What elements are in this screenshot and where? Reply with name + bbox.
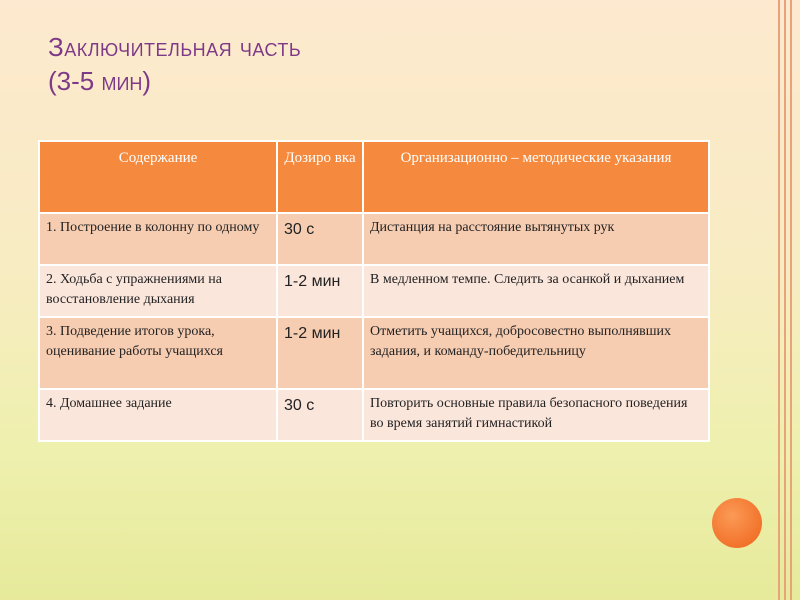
orange-circle-icon bbox=[712, 498, 762, 548]
lesson-table bbox=[38, 140, 710, 442]
right-border-stripe bbox=[784, 0, 786, 600]
header-content: Содержание bbox=[39, 141, 277, 213]
cell-dosage: 1-2 мин bbox=[277, 265, 363, 317]
cell-instructions: Дистанция на расстояние вытянутых рук bbox=[363, 213, 709, 265]
cell-dosage: 30 с bbox=[277, 213, 363, 265]
cell-instructions: Повторить основные правила безопасного поведения во время занятий гимнастикой bbox=[363, 389, 709, 441]
cell-instructions: Отметить учащихся, добросовестно выполнявших задания, и команду-победительницу bbox=[363, 317, 709, 389]
cell-instructions: В медленном темпе. Следить за осанкой и дыханием bbox=[363, 265, 709, 317]
slide-title-line2: (3-5 мин) bbox=[48, 66, 152, 96]
table-row bbox=[39, 389, 709, 441]
slide-title bbox=[48, 30, 301, 98]
header-instructions: Организационно – методические указания bbox=[363, 141, 709, 213]
slide-title-line1: Заключительная часть bbox=[48, 32, 302, 62]
cell-content: 2. Ходьба с упражнениями на восстановление дыхания bbox=[39, 265, 277, 317]
table-row bbox=[39, 213, 709, 265]
table-row bbox=[39, 317, 709, 389]
table-header-row bbox=[39, 141, 709, 213]
cell-dosage: 30 с bbox=[277, 389, 363, 441]
cell-content: 1. Построение в колонну по одному bbox=[39, 213, 277, 265]
right-border-stripe bbox=[790, 0, 792, 600]
cell-content: 3. Подведение итогов урока, оценивание работы учащихся bbox=[39, 317, 277, 389]
cell-dosage: 1-2 мин bbox=[277, 317, 363, 389]
header-dosage: Дозиро вка bbox=[277, 141, 363, 213]
cell-content: 4. Домашнее задание bbox=[39, 389, 277, 441]
table-row bbox=[39, 265, 709, 317]
right-border-stripe bbox=[778, 0, 780, 600]
